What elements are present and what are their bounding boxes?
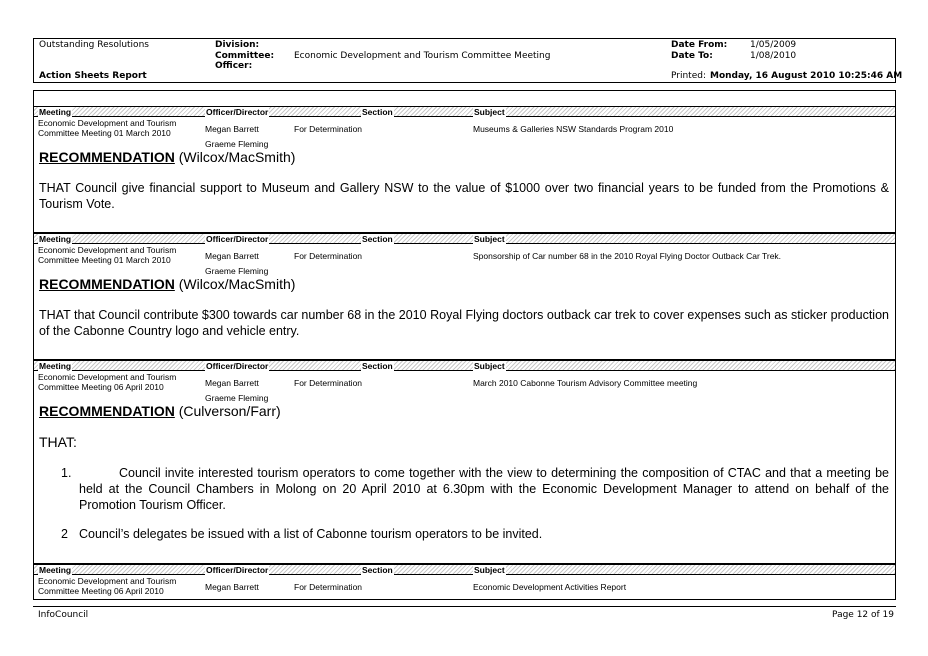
action-item xyxy=(34,234,895,361)
list-item-text: Council’s delegates be issued with a list of Cabonne tourism operators to be invited. xyxy=(79,527,543,541)
date-to-label: Date To: xyxy=(671,51,713,61)
section-value: For Determination xyxy=(294,378,363,388)
officer-name: Megan Barrett xyxy=(205,124,259,134)
meeting-name: Economic Development and Tourism xyxy=(38,245,177,255)
section-value: For Determination xyxy=(294,251,363,261)
column-header-row xyxy=(34,107,895,117)
col-officer: Officer/Director xyxy=(206,234,269,244)
resolution-text: THAT that Council contribute $300 towards car number 68 in the 2010 Royal Flying doctors outback car trek to cover expenses such as sticker production of the Cabonne Country logo and vehicle entry. xyxy=(39,308,889,338)
action-item xyxy=(34,107,895,234)
resolution-text: THAT Council give financial support to Museum and Gallery NSW to the value of $1000 over two financial years to be funded from the Promotions & Tourism Vote. xyxy=(39,181,889,211)
meeting-date: Committee Meeting 06 April 2010 xyxy=(38,382,164,392)
list-item-text: Council invite interested tourism operators to come together with the view to determining the composition of CTAC and that a meeting be held at the Council Chambers in Molong on 20 April 2010 at 6.30pm with the Economic Development Manager to attend on behalf of the Promotion Tourism Officer. xyxy=(79,466,889,512)
recommendation-heading xyxy=(39,403,281,419)
recommendation-label: RECOMMENDATION xyxy=(39,403,175,419)
printed-label: Printed: xyxy=(671,71,706,81)
col-meeting: Meeting xyxy=(39,361,72,371)
footer-brand: InfoCouncil xyxy=(38,610,89,620)
col-officer: Officer/Director xyxy=(206,107,269,117)
list-number: 1. xyxy=(61,466,72,480)
column-header-row xyxy=(34,234,895,244)
col-subject: Subject xyxy=(474,361,505,371)
meeting-name: Economic Development and Tourism xyxy=(38,372,177,382)
division-label: Division: xyxy=(215,40,260,50)
meeting-date: Committee Meeting 01 March 2010 xyxy=(38,255,171,265)
report-header xyxy=(33,38,903,83)
col-meeting: Meeting xyxy=(39,234,72,244)
col-section: Section xyxy=(362,565,393,575)
subject-value: Museums & Galleries NSW Standards Program 2010 xyxy=(473,124,674,134)
column-header-row xyxy=(34,361,895,371)
col-meeting: Meeting xyxy=(39,565,72,575)
col-section: Section xyxy=(362,361,393,371)
resolution-text: THAT: xyxy=(39,434,77,450)
meeting-name: Economic Development and Tourism xyxy=(38,576,177,586)
officer-name: Megan Barrett xyxy=(205,582,259,592)
meeting-name: Economic Development and Tourism xyxy=(38,118,177,128)
meeting-date: Committee Meeting 06 April 2010 xyxy=(38,586,164,596)
recommendation-heading xyxy=(39,149,295,165)
report-title: Outstanding Resolutions xyxy=(39,40,149,50)
recommendation-label: RECOMMENDATION xyxy=(39,276,175,292)
officer-name: Megan Barrett xyxy=(205,251,259,261)
section-value: For Determination xyxy=(294,124,363,134)
officer-name: Megan Barrett xyxy=(205,378,259,388)
list-number: 2 xyxy=(61,527,68,541)
col-subject: Subject xyxy=(474,565,505,575)
report-subtitle: Action Sheets Report xyxy=(39,71,147,81)
report-body xyxy=(33,90,896,600)
director-name: Graeme Fleming xyxy=(205,393,269,403)
meeting-date: Committee Meeting 01 March 2010 xyxy=(38,128,171,138)
col-officer: Officer/Director xyxy=(206,565,269,575)
committee-label: Committee: xyxy=(215,51,275,61)
col-officer: Officer/Director xyxy=(206,361,269,371)
col-subject: Subject xyxy=(474,234,505,244)
officer-label: Officer: xyxy=(215,61,253,71)
date-from-value: 1/05/2009 xyxy=(750,40,797,50)
subject-value: Sponsorship of Car number 68 in the 2010 Royal Flying Doctor Outback Car Trek. xyxy=(473,251,782,261)
footer-rule xyxy=(33,606,896,607)
director-name: Graeme Fleming xyxy=(205,266,269,276)
committee-value: Economic Development and Tourism Committee Meeting xyxy=(294,51,551,61)
recommendation-movers: (Wilcox/MacSmith) xyxy=(174,149,296,165)
top-band xyxy=(34,91,895,107)
col-section: Section xyxy=(362,234,393,244)
date-to-value: 1/08/2010 xyxy=(750,51,797,61)
subject-value: March 2010 Cabonne Tourism Advisory Committee meeting xyxy=(473,378,698,388)
column-header-row xyxy=(34,565,895,575)
section-value: For Determination xyxy=(294,582,363,592)
col-section: Section xyxy=(362,107,393,117)
action-item xyxy=(34,361,895,565)
recommendation-movers: (Culverson/Farr) xyxy=(174,403,281,419)
recommendation-heading xyxy=(39,276,295,292)
recommendation-label: RECOMMENDATION xyxy=(39,149,175,165)
page-number: Page 12 of 19 xyxy=(832,610,894,620)
recommendation-movers: (Wilcox/MacSmith) xyxy=(174,276,296,292)
director-name: Graeme Fleming xyxy=(205,139,269,149)
printed-value: Monday, 16 August 2010 10:25:46 AM xyxy=(710,71,903,81)
action-item xyxy=(34,565,895,599)
col-meeting: Meeting xyxy=(39,107,72,117)
subject-value: Economic Development Activities Report xyxy=(473,582,627,592)
date-from-label: Date From: xyxy=(671,40,728,50)
col-subject: Subject xyxy=(474,107,505,117)
